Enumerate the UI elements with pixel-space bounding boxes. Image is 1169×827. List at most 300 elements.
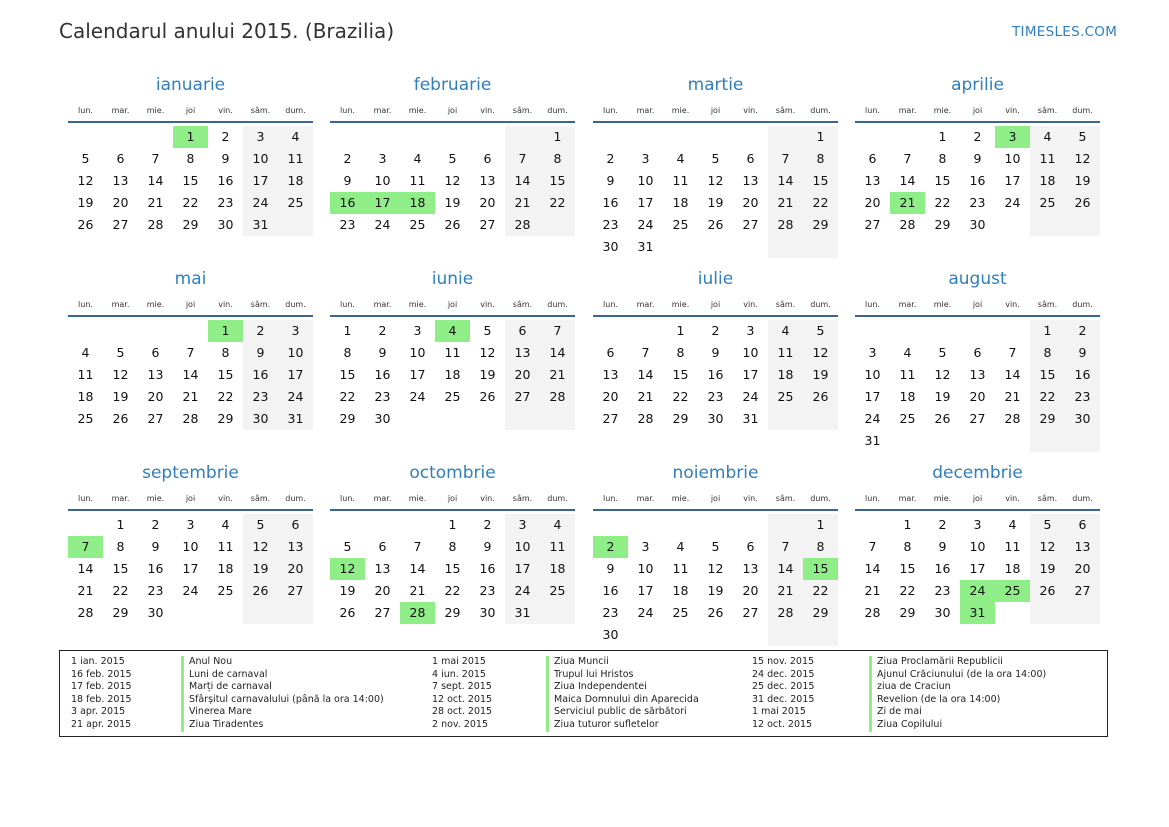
day-cell: 31 xyxy=(864,433,881,448)
legend-date: 28 oct. 2015 xyxy=(432,706,493,718)
day-cell: 29 xyxy=(339,411,356,426)
day-cell: 21 xyxy=(768,192,803,214)
empty-cell xyxy=(698,624,733,646)
day-cell: 18 xyxy=(1030,170,1065,192)
weekday-label: sâm. xyxy=(775,106,796,115)
empty-cell xyxy=(855,514,890,536)
day-cell: 12 xyxy=(707,173,724,188)
day-cell: 23 xyxy=(217,195,234,210)
month-name: iulie xyxy=(697,269,734,289)
day-grid xyxy=(330,126,575,236)
day-cell: 30 xyxy=(934,605,951,620)
header-divider xyxy=(68,509,313,511)
day-cell: 28 xyxy=(1004,411,1021,426)
day-grid xyxy=(330,320,575,430)
header-divider xyxy=(593,121,838,123)
day-cell: 18 xyxy=(672,583,689,598)
holiday-day-cell: 17 xyxy=(365,192,400,214)
day-cell: 12 xyxy=(77,173,94,188)
day-cell: 10 xyxy=(182,539,199,554)
holiday-day-cell: 18 xyxy=(400,192,435,214)
empty-cell xyxy=(435,408,470,430)
weekday-label: joi xyxy=(185,494,196,503)
day-cell: 21 xyxy=(1004,389,1021,404)
day-cell: 21 xyxy=(409,583,426,598)
day-cell: 16 xyxy=(243,364,278,386)
legend-date: 24 dec. 2015 xyxy=(752,668,815,680)
empty-cell xyxy=(768,514,803,536)
legend-holiday-name: Serviciul public de sărbători xyxy=(546,706,687,719)
day-cell: 3 xyxy=(243,126,278,148)
holiday-day-cell: 1 xyxy=(173,126,208,148)
legend-date: 25 dec. 2015 xyxy=(752,681,815,693)
legend-date: 21 apr. 2015 xyxy=(71,718,132,730)
day-cell: 22 xyxy=(112,583,129,598)
weekday-label: joi xyxy=(447,300,458,309)
day-cell: 28 xyxy=(182,411,199,426)
day-cell: 23 xyxy=(243,386,278,408)
day-cell: 18 xyxy=(1004,561,1021,576)
weekday-label: lun. xyxy=(340,106,355,115)
day-cell: 22 xyxy=(934,195,951,210)
day-cell: 16 xyxy=(969,173,986,188)
weekday-label: sâm. xyxy=(512,494,533,503)
day-cell: 14 xyxy=(147,173,164,188)
day-cell: 20 xyxy=(147,389,164,404)
day-cell: 26 xyxy=(707,217,724,232)
day-cell: 19 xyxy=(707,195,724,210)
day-cell: 9 xyxy=(1065,342,1100,364)
day-cell: 20 xyxy=(864,195,881,210)
weekday-label: sâm. xyxy=(250,300,271,309)
day-cell: 28 xyxy=(505,214,540,236)
day-cell: 30 xyxy=(374,411,391,426)
empty-cell xyxy=(68,320,103,342)
month-name: iunie xyxy=(431,269,474,289)
legend-holiday-name: Luni de carnaval xyxy=(181,669,267,682)
legend-date: 2 nov. 2015 xyxy=(432,718,488,730)
day-cell: 25 xyxy=(1030,192,1065,214)
day-cell: 12 xyxy=(803,342,838,364)
day-cell: 20 xyxy=(1065,558,1100,580)
day-cell: 11 xyxy=(278,148,313,170)
day-cell: 11 xyxy=(540,536,575,558)
empty-cell xyxy=(103,126,138,148)
day-cell: 13 xyxy=(969,367,986,382)
day-cell: 17 xyxy=(969,561,986,576)
empty-cell xyxy=(768,624,803,646)
day-cell: 25 xyxy=(278,192,313,214)
empty-cell xyxy=(208,602,243,624)
day-cell: 1 xyxy=(1030,320,1065,342)
day-cell: 3 xyxy=(505,514,540,536)
day-cell: 30 xyxy=(602,627,619,642)
day-cell: 15 xyxy=(934,173,951,188)
empty-cell xyxy=(663,126,698,148)
day-cell: 13 xyxy=(742,173,759,188)
weekday-label: vin. xyxy=(218,300,233,309)
empty-cell xyxy=(803,408,838,430)
month-block xyxy=(855,463,1100,624)
weekday-label: vin. xyxy=(218,106,233,115)
weekday-label: mar. xyxy=(636,300,655,309)
header-divider xyxy=(330,121,575,123)
month-name: septembrie xyxy=(142,463,239,483)
day-cell: 7 xyxy=(768,148,803,170)
header-divider xyxy=(68,121,313,123)
month-block xyxy=(68,269,313,430)
day-cell: 6 xyxy=(1065,514,1100,536)
empty-cell xyxy=(803,236,838,258)
day-cell: 14 xyxy=(637,367,654,382)
empty-cell xyxy=(925,320,960,342)
day-cell: 26 xyxy=(77,217,94,232)
day-cell: 27 xyxy=(742,605,759,620)
weekday-label: mar. xyxy=(898,300,917,309)
day-cell: 29 xyxy=(672,411,689,426)
day-cell: 25 xyxy=(540,580,575,602)
weekday-label: mie. xyxy=(933,300,952,309)
empty-cell xyxy=(698,236,733,258)
month-block xyxy=(593,75,838,258)
day-cell: 10 xyxy=(1004,151,1021,166)
holiday-day-cell: 24 xyxy=(960,580,995,602)
weekday-label: lun. xyxy=(603,106,618,115)
weekday-label: lun. xyxy=(340,494,355,503)
day-cell: 19 xyxy=(339,583,356,598)
day-cell: 3 xyxy=(973,517,982,532)
weekday-label: sâm. xyxy=(775,300,796,309)
empty-cell xyxy=(768,126,803,148)
empty-cell xyxy=(540,214,575,236)
day-cell: 4 xyxy=(768,320,803,342)
day-cell: 16 xyxy=(602,195,619,210)
day-cell: 12 xyxy=(243,536,278,558)
day-cell: 19 xyxy=(934,389,951,404)
legend-date: 15 nov. 2015 xyxy=(752,656,815,667)
day-cell: 16 xyxy=(217,173,234,188)
day-cell: 28 xyxy=(77,605,94,620)
day-cell: 21 xyxy=(147,195,164,210)
day-cell: 9 xyxy=(938,539,947,554)
legend-holiday-name: Maica Domnului din Aparecida xyxy=(546,694,699,707)
weekday-label: dum. xyxy=(285,494,306,503)
weekday-label: lun. xyxy=(865,300,880,309)
holiday-day-cell: 21 xyxy=(890,192,925,214)
weekday-label: joi xyxy=(447,494,458,503)
empty-cell xyxy=(400,126,435,148)
weekday-label: mar. xyxy=(898,106,917,115)
empty-cell xyxy=(470,126,505,148)
day-cell: 24 xyxy=(742,389,759,404)
header-divider xyxy=(593,509,838,511)
month-block xyxy=(593,463,838,646)
day-cell: 8 xyxy=(448,539,457,554)
header-divider xyxy=(855,509,1100,511)
day-cell: 15 xyxy=(672,367,689,382)
empty-cell xyxy=(663,514,698,536)
day-cell: 25 xyxy=(444,389,461,404)
weekday-label: mie. xyxy=(671,494,690,503)
day-cell: 10 xyxy=(505,536,540,558)
day-cell: 2 xyxy=(973,129,982,144)
empty-cell xyxy=(995,320,1030,342)
weekday-label: mar. xyxy=(373,494,392,503)
weekday-label: mar. xyxy=(373,300,392,309)
day-cell: 2 xyxy=(938,517,947,532)
day-cell: 23 xyxy=(1065,386,1100,408)
day-cell: 2 xyxy=(343,151,352,166)
day-cell: 10 xyxy=(278,342,313,364)
weekday-label: mie. xyxy=(671,300,690,309)
holiday-day-cell: 15 xyxy=(803,558,838,580)
day-cell: 27 xyxy=(479,217,496,232)
day-cell: 6 xyxy=(746,539,755,554)
day-grid xyxy=(593,126,838,258)
day-cell: 9 xyxy=(973,151,982,166)
header-divider xyxy=(855,315,1100,317)
day-cell: 2 xyxy=(221,129,230,144)
day-cell: 9 xyxy=(483,539,492,554)
day-cell: 24 xyxy=(864,411,881,426)
day-cell: 24 xyxy=(182,583,199,598)
day-cell: 18 xyxy=(540,558,575,580)
legend-holiday-name: Ziua Copilului xyxy=(869,719,942,732)
day-cell: 18 xyxy=(278,170,313,192)
day-cell: 7 xyxy=(413,539,422,554)
empty-cell xyxy=(1030,430,1065,452)
day-cell: 28 xyxy=(637,411,654,426)
day-cell: 31 xyxy=(742,411,759,426)
day-cell: 15 xyxy=(182,173,199,188)
weekday-label: joi xyxy=(447,106,458,115)
empty-cell xyxy=(663,624,698,646)
day-cell: 30 xyxy=(147,605,164,620)
empty-cell xyxy=(663,236,698,258)
weekday-label: dum. xyxy=(1072,494,1093,503)
day-cell: 5 xyxy=(1065,126,1100,148)
holiday-day-cell: 25 xyxy=(995,580,1030,602)
weekday-label: dum. xyxy=(810,494,831,503)
day-cell: 16 xyxy=(707,367,724,382)
month-block xyxy=(330,75,575,236)
day-cell: 24 xyxy=(374,217,391,232)
day-cell: 16 xyxy=(479,561,496,576)
day-cell: 2 xyxy=(378,323,387,338)
day-cell: 19 xyxy=(479,367,496,382)
month-block xyxy=(330,269,575,430)
day-cell: 8 xyxy=(1030,342,1065,364)
legend-holiday-name: Ajunul Crăciunului (de la ora 14:00) xyxy=(869,669,1046,682)
day-cell: 9 xyxy=(243,342,278,364)
day-cell: 16 xyxy=(374,367,391,382)
day-cell: 14 xyxy=(899,173,916,188)
day-cell: 27 xyxy=(742,217,759,232)
day-cell: 22 xyxy=(899,583,916,598)
legend-date: 3 apr. 2015 xyxy=(71,706,126,718)
empty-cell xyxy=(995,602,1030,624)
day-cell: 21 xyxy=(505,192,540,214)
legend-date: 31 dec. 2015 xyxy=(752,693,815,705)
day-cell: 30 xyxy=(243,408,278,430)
holiday-day-cell: 3 xyxy=(995,126,1030,148)
month-name: mai xyxy=(174,269,207,289)
day-cell: 16 xyxy=(147,561,164,576)
day-cell: 28 xyxy=(768,602,803,624)
day-cell: 31 xyxy=(243,214,278,236)
day-cell: 17 xyxy=(1004,173,1021,188)
empty-cell xyxy=(173,320,208,342)
month-name: februarie xyxy=(413,75,492,95)
weekday-label: sâm. xyxy=(1037,300,1058,309)
day-cell: 26 xyxy=(1065,192,1100,214)
empty-cell xyxy=(1030,602,1065,624)
day-cell: 5 xyxy=(483,323,492,338)
empty-cell xyxy=(768,408,803,430)
holiday-day-cell: 7 xyxy=(68,536,103,558)
weekday-header xyxy=(68,104,313,118)
day-cell: 2 xyxy=(151,517,160,532)
weekday-header xyxy=(68,492,313,506)
day-cell: 2 xyxy=(243,320,278,342)
site-link[interactable]: TIMESLES.COM xyxy=(1012,24,1118,40)
day-cell: 7 xyxy=(151,151,160,166)
day-cell: 4 xyxy=(81,345,90,360)
weekday-label: sâm. xyxy=(512,106,533,115)
day-cell: 12 xyxy=(707,561,724,576)
empty-cell xyxy=(68,126,103,148)
empty-cell xyxy=(960,430,995,452)
header-divider xyxy=(330,315,575,317)
empty-cell xyxy=(733,514,768,536)
day-cell: 9 xyxy=(151,539,160,554)
weekday-label: vin. xyxy=(1005,494,1020,503)
day-cell: 8 xyxy=(803,536,838,558)
day-cell: 5 xyxy=(1030,514,1065,536)
day-cell: 12 xyxy=(479,345,496,360)
day-cell: 18 xyxy=(77,389,94,404)
day-cell: 11 xyxy=(444,345,461,360)
legend-date: 12 oct. 2015 xyxy=(432,693,493,705)
day-cell: 23 xyxy=(934,583,951,598)
day-cell: 27 xyxy=(112,217,129,232)
legend-date: 1 mai 2015 xyxy=(752,706,806,718)
day-cell: 10 xyxy=(969,539,986,554)
weekday-label: sâm. xyxy=(250,494,271,503)
weekday-label: vin. xyxy=(743,106,758,115)
weekday-label: mie. xyxy=(671,106,690,115)
weekday-label: vin. xyxy=(218,494,233,503)
weekday-label: dum. xyxy=(285,106,306,115)
day-cell: 20 xyxy=(505,364,540,386)
empty-cell xyxy=(365,514,400,536)
empty-cell xyxy=(278,214,313,236)
day-cell: 3 xyxy=(746,323,755,338)
legend-holiday-name: Vinerea Mare xyxy=(181,706,252,719)
day-cell: 27 xyxy=(602,411,619,426)
legend-holiday-name: Ziua Muncii xyxy=(546,656,609,669)
day-grid xyxy=(593,514,838,646)
day-cell: 12 xyxy=(444,173,461,188)
empty-cell xyxy=(628,126,663,148)
day-cell: 5 xyxy=(711,539,720,554)
weekday-label: mar. xyxy=(111,300,130,309)
day-cell: 22 xyxy=(444,583,461,598)
legend-date: 1 ian. 2015 xyxy=(71,656,125,667)
day-cell: 1 xyxy=(676,323,685,338)
day-cell: 14 xyxy=(768,558,803,580)
weekday-label: vin. xyxy=(743,494,758,503)
header-divider xyxy=(68,315,313,317)
day-cell: 7 xyxy=(641,345,650,360)
day-cell: 3 xyxy=(641,151,650,166)
empty-cell xyxy=(435,126,470,148)
day-cell: 18 xyxy=(444,367,461,382)
empty-cell xyxy=(1065,430,1100,452)
day-cell: 1 xyxy=(116,517,125,532)
day-cell: 3 xyxy=(413,323,422,338)
day-cell: 17 xyxy=(505,558,540,580)
weekday-label: joi xyxy=(185,106,196,115)
empty-cell xyxy=(1065,214,1100,236)
day-cell: 29 xyxy=(182,217,199,232)
day-cell: 10 xyxy=(409,345,426,360)
day-cell: 19 xyxy=(112,389,129,404)
month-name: decembrie xyxy=(932,463,1023,483)
weekday-label: dum. xyxy=(547,106,568,115)
day-cell: 14 xyxy=(182,367,199,382)
day-cell: 5 xyxy=(448,151,457,166)
holiday-day-cell: 28 xyxy=(400,602,435,624)
day-cell: 19 xyxy=(1030,558,1065,580)
day-cell: 11 xyxy=(77,367,94,382)
day-cell: 23 xyxy=(339,217,356,232)
day-cell: 24 xyxy=(637,217,654,232)
day-cell: 24 xyxy=(278,386,313,408)
day-cell: 8 xyxy=(676,345,685,360)
weekday-label: mie. xyxy=(146,494,165,503)
day-cell: 14 xyxy=(864,561,881,576)
day-cell: 20 xyxy=(742,195,759,210)
weekday-label: sâm. xyxy=(512,300,533,309)
empty-cell xyxy=(278,602,313,624)
day-cell: 28 xyxy=(768,214,803,236)
day-cell: 2 xyxy=(483,517,492,532)
weekday-label: joi xyxy=(710,300,721,309)
day-cell: 18 xyxy=(768,364,803,386)
day-cell: 13 xyxy=(864,173,881,188)
day-cell: 9 xyxy=(711,345,720,360)
day-cell: 20 xyxy=(374,583,391,598)
weekday-label: joi xyxy=(972,300,983,309)
day-cell: 6 xyxy=(116,151,125,166)
month-name: noiembrie xyxy=(672,463,759,483)
day-cell: 11 xyxy=(217,539,234,554)
legend-holiday-name: Ziua tuturor sufletelor xyxy=(546,719,659,732)
day-cell: 14 xyxy=(1004,367,1021,382)
day-cell: 16 xyxy=(1065,364,1100,386)
empty-cell xyxy=(593,514,628,536)
month-block xyxy=(68,463,313,624)
day-cell: 23 xyxy=(602,217,619,232)
day-cell: 3 xyxy=(378,151,387,166)
weekday-header xyxy=(855,104,1100,118)
day-cell: 25 xyxy=(217,583,234,598)
day-cell: 8 xyxy=(116,539,125,554)
day-cell: 3 xyxy=(186,517,195,532)
weekday-header xyxy=(855,492,1100,506)
day-cell: 22 xyxy=(217,389,234,404)
